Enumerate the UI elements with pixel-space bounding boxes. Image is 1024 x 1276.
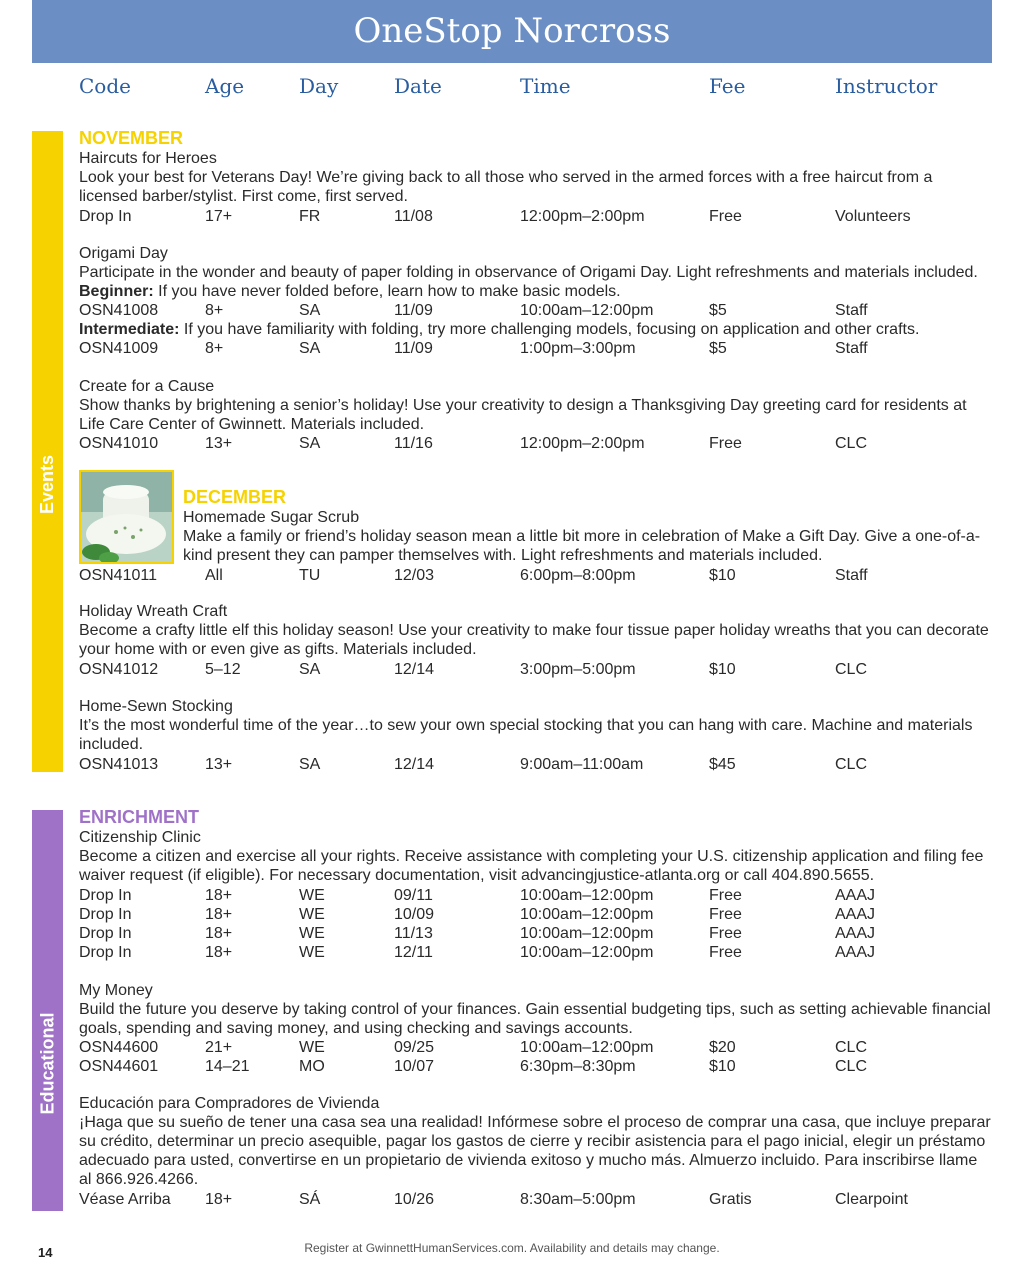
- code-cell: OSN41012: [79, 661, 159, 678]
- code-cell: Drop In: [79, 208, 132, 225]
- instructor-cell: Staff: [835, 567, 868, 584]
- sugar-scrub-illustration: [81, 472, 174, 564]
- day-cell: SA: [299, 756, 321, 773]
- instructor-cell: AAAJ: [835, 925, 876, 942]
- event-title: Create for a Cause: [79, 378, 215, 395]
- date-cell: 11/08: [394, 208, 433, 225]
- date-cell: 10/07: [394, 1058, 435, 1075]
- code-cell: OSN41010: [79, 435, 159, 452]
- sugar-scrub-photo: [79, 470, 174, 564]
- time-cell: 1:00pm–3:00pm: [520, 340, 636, 357]
- time-cell: 10:00am–12:00pm: [520, 925, 654, 942]
- instructor-cell: CLC: [835, 1058, 868, 1075]
- day-cell: WE: [299, 906, 325, 923]
- day-cell: SÁ: [299, 1191, 321, 1208]
- instructor-cell: Clearpoint: [835, 1191, 908, 1208]
- time-cell: 3:00pm–5:00pm: [520, 661, 636, 678]
- time-cell: 10:00am–12:00pm: [520, 887, 654, 904]
- date-cell: 12/11: [394, 944, 433, 961]
- age-cell: 18+: [205, 906, 233, 923]
- fee-cell: Gratis: [709, 1191, 752, 1208]
- event-title: Citizenship Clinic: [79, 829, 201, 846]
- column-header-code: Code: [79, 74, 131, 98]
- event-title: Educación para Compradores de Vivienda: [79, 1095, 380, 1112]
- month-heading-november: NOVEMBER: [79, 128, 184, 148]
- time-cell: 10:00am–12:00pm: [520, 302, 654, 319]
- page-banner: OneStop Norcross: [32, 0, 992, 63]
- date-cell: 09/11: [394, 887, 433, 904]
- code-cell: Drop In: [79, 887, 132, 904]
- instructor-cell: CLC: [835, 435, 868, 452]
- age-cell: 8+: [205, 302, 224, 319]
- day-cell: WE: [299, 1039, 325, 1056]
- time-cell: 10:00am–12:00pm: [520, 1039, 654, 1056]
- time-cell: 6:30pm–8:30pm: [520, 1058, 636, 1075]
- fee-cell: Free: [709, 906, 742, 923]
- code-cell: OSN41009: [79, 340, 159, 357]
- fee-cell: $10: [709, 1058, 736, 1075]
- time-cell: 12:00pm–2:00pm: [520, 208, 645, 225]
- fee-cell: $10: [709, 661, 736, 678]
- day-cell: SA: [299, 340, 321, 357]
- section-heading-enrichment: ENRICHMENT: [79, 807, 199, 827]
- fee-cell: Free: [709, 925, 742, 942]
- level-text: If you have familiarity with folding, try more challenging models, focusing on application and other crafts.: [179, 321, 920, 338]
- age-cell: 8+: [205, 340, 224, 357]
- event-title: Origami Day: [79, 245, 168, 262]
- age-cell: 18+: [205, 1191, 233, 1208]
- event-title: My Money: [79, 982, 153, 999]
- age-cell: 13+: [205, 756, 233, 773]
- events-sidebar: [32, 131, 63, 772]
- time-cell: 8:30am–5:00pm: [520, 1191, 636, 1208]
- educational-sidebar: [32, 810, 63, 1211]
- level-description: [79, 320, 919, 339]
- event-title: Homemade Sugar Scrub: [183, 509, 360, 526]
- month-heading-december: DECEMBER: [183, 487, 287, 507]
- age-cell: 21+: [205, 1039, 233, 1056]
- fee-cell: Free: [709, 944, 742, 961]
- footer-text: Register at GwinnettHumanServices.com. Availability and details may change.: [304, 1241, 720, 1255]
- instructor-cell: CLC: [835, 661, 868, 678]
- level-label: Beginner:: [79, 283, 154, 300]
- instructor-cell: CLC: [835, 1039, 868, 1056]
- level-description: [79, 282, 621, 301]
- level-label: Intermediate:: [79, 321, 180, 338]
- instructor-cell: Staff: [835, 340, 868, 357]
- event-description: Make a family or friend’s holiday season mean a little bit more in celebration of Make a Gift Day. Give a one-of-a-kind present they can pamper themselves with. Light refreshments and materials included.: [183, 528, 981, 564]
- event-description: ¡Haga que su sueño de tener una casa sea una realidad! Infórmese sobre el proceso de comprar una casa, que incluye preparar su crédito, determinar un precio asequible, pagar los gastos de cierre y recibir asistencia para el pago inicial, elegir un préstamo adecuado para usted, convertirse en un propietario de vivienda exitoso y mucho más. Almuerzo incluido. Para inscribirse llame al 866.926.4266.: [79, 1114, 991, 1188]
- day-cell: MO: [299, 1058, 325, 1075]
- event-title: Haircuts for Heroes: [79, 150, 217, 167]
- day-cell: WE: [299, 944, 325, 961]
- event-description: Participate in the wonder and beauty of paper folding in observance of Origami Day. Light refreshments and materials included.: [79, 264, 978, 281]
- instructor-cell: AAAJ: [835, 906, 876, 923]
- fee-cell: $5: [709, 302, 727, 319]
- time-cell: 10:00am–12:00pm: [520, 944, 654, 961]
- date-cell: 11/09: [394, 302, 433, 319]
- time-cell: 9:00am–11:00am: [520, 756, 644, 773]
- age-cell: 13+: [205, 435, 233, 452]
- column-header-instructor: Instructor: [835, 74, 938, 98]
- instructor-cell: AAAJ: [835, 944, 876, 961]
- date-cell: 10/09: [394, 906, 435, 923]
- column-header-time: Time: [520, 74, 571, 98]
- code-cell: OSN41011: [79, 567, 157, 584]
- event-title: Holiday Wreath Craft: [79, 603, 228, 620]
- page-number: 14: [38, 1245, 53, 1260]
- time-cell: 6:00pm–8:00pm: [520, 567, 636, 584]
- column-header-fee: Fee: [709, 74, 746, 98]
- age-cell: All: [205, 567, 223, 584]
- fee-cell: $5: [709, 340, 727, 357]
- day-cell: SA: [299, 661, 321, 678]
- age-cell: 14–21: [205, 1058, 250, 1075]
- instructor-cell: Staff: [835, 302, 868, 319]
- fee-cell: $45: [709, 756, 736, 773]
- age-cell: 5–12: [205, 661, 241, 678]
- event-description: Build the future you deserve by taking control of your finances. Gain essential budgeting tips, such as setting achievable financial goals, spending and saving money, and using checking and savings accounts.: [79, 1001, 991, 1037]
- instructor-cell: CLC: [835, 756, 868, 773]
- column-header-day: Day: [299, 74, 339, 98]
- date-cell: 12/03: [394, 567, 435, 584]
- day-cell: WE: [299, 925, 325, 942]
- age-cell: 18+: [205, 944, 233, 961]
- date-cell: 11/13: [394, 925, 433, 942]
- code-cell: Drop In: [79, 906, 132, 923]
- time-cell: 10:00am–12:00pm: [520, 906, 654, 923]
- event-description: Show thanks by brightening a senior’s holiday! Use your creativity to design a Thanksgiving Day greeting card for residents at Life Care Center of Gwinnett. Materials included.: [79, 397, 967, 433]
- fee-cell: $20: [709, 1039, 736, 1056]
- date-cell: 10/26: [394, 1191, 435, 1208]
- day-cell: TU: [299, 567, 321, 584]
- fee-cell: Free: [709, 887, 742, 904]
- fee-cell: Free: [709, 435, 742, 452]
- day-cell: FR: [299, 208, 321, 225]
- day-cell: WE: [299, 887, 325, 904]
- day-cell: SA: [299, 435, 321, 452]
- instructor-cell: AAAJ: [835, 887, 876, 904]
- code-cell: OSN44601: [79, 1058, 159, 1075]
- age-cell: 18+: [205, 925, 233, 942]
- event-description: It’s the most wonderful time of the year…to sew your own special stocking that you can hang with care. Machine and materials included.: [79, 717, 973, 753]
- code-cell: Véase Arriba: [79, 1191, 171, 1208]
- date-cell: 12/14: [394, 756, 435, 773]
- code-cell: Drop In: [79, 925, 132, 942]
- event-description: Become a citizen and exercise all your rights. Receive assistance with completing your U.S. citizenship application and filing fee waiver request (if eligible). For necessary documentation, visit advancingjustice-atlanta.org or call 404.890.5655.: [79, 848, 984, 884]
- code-cell: OSN41013: [79, 756, 159, 773]
- age-cell: 18+: [205, 887, 233, 904]
- date-cell: 09/25: [394, 1039, 435, 1056]
- date-cell: 12/14: [394, 661, 435, 678]
- fee-cell: $10: [709, 567, 736, 584]
- code-cell: Drop In: [79, 944, 132, 961]
- fee-cell: Free: [709, 208, 742, 225]
- instructor-cell: Volunteers: [835, 208, 911, 225]
- age-cell: 17+: [205, 208, 233, 225]
- date-cell: 11/16: [394, 435, 433, 452]
- code-cell: OSN41008: [79, 302, 159, 319]
- column-header-date: Date: [394, 74, 442, 98]
- event-description: Become a crafty little elf this holiday season! Use your creativity to make four tissue paper holiday wreaths that you can decorate your home with or even give as gifts. Materials included.: [79, 622, 989, 658]
- time-cell: 12:00pm–2:00pm: [520, 435, 645, 452]
- day-cell: SA: [299, 302, 321, 319]
- educational-sidebar-label: Educational: [37, 1011, 58, 1115]
- level-text: If you have never folded before, learn how to make basic models.: [153, 283, 621, 300]
- events-sidebar-label: Events: [37, 454, 57, 514]
- column-header-age: Age: [205, 74, 245, 98]
- event-title: Home-Sewn Stocking: [79, 698, 233, 715]
- date-cell: 11/09: [394, 340, 433, 357]
- code-cell: OSN44600: [79, 1039, 159, 1056]
- event-description: Look your best for Veterans Day! We’re giving back to all those who served in the armed forces with a free haircut from a licensed barber/stylist. First come, first served.: [79, 169, 933, 205]
